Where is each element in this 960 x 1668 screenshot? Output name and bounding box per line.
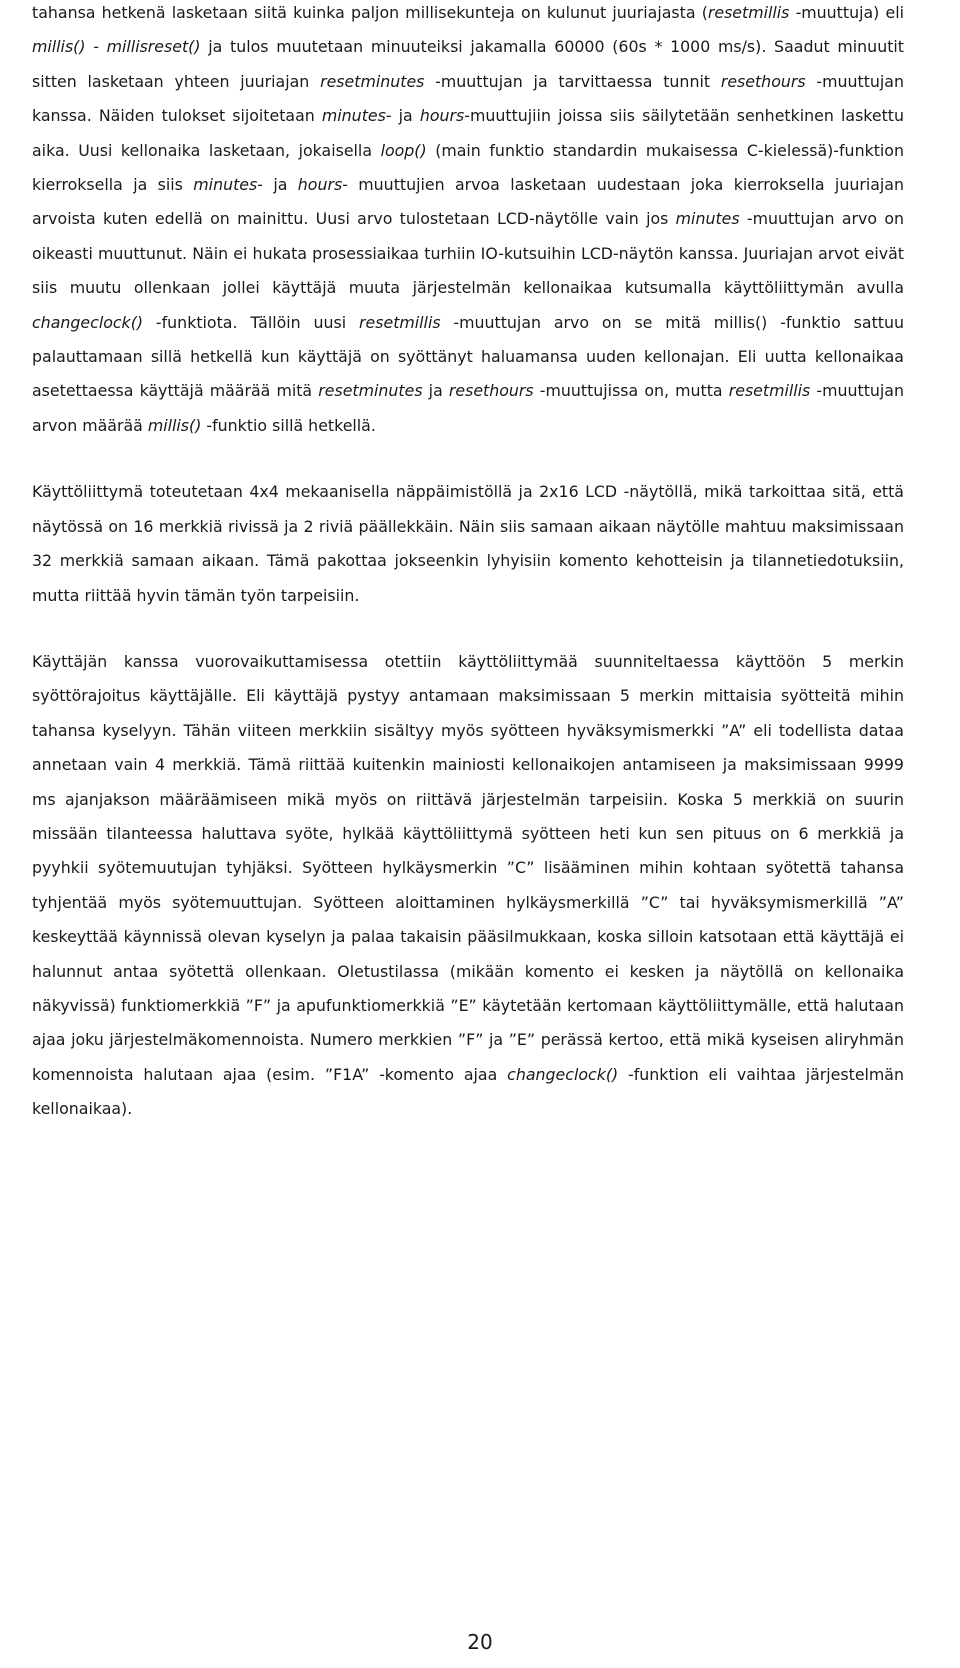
- text-run: ja tulos muutetaan minuuteiksi jakamalla 60000 (60s * 1000 ms/s). Saadut minuutit sitten lasketaan yhteen juuriajan: [32, 37, 904, 91]
- document-body: [32, 0, 904, 1127]
- code-identifier: resetmillis: [707, 3, 790, 22]
- text-run: Käyttöliittymä toteutetaan 4x4 mekaanisella näppäimistöllä ja 2x16 LCD -näytöllä, mikä tarkoittaa sitä, että näytössä on 16 merkkiä rivissä ja 2 riviä päällekkäin. Näin siis samaan aikaan näytölle mahtuu maksimissaan 32 merkkiä samaan aikaan. Tämä pakottaa jokseenkin lyhyisiin komento kehotteisin ja tilannetiedotuksiin, mutta riittää hyvin tämän työn tarpeisiin.: [32, 482, 904, 605]
- code-identifier: hours: [297, 175, 343, 195]
- text-run: tahansa hetkenä lasketaan siitä kuinka paljon millisekunteja on kulunut juuriajasta (: [32, 3, 708, 22]
- text-run: -muuttujan kanssa. Näiden tulokset sijoitetaan: [32, 71, 904, 126]
- page-number: 20: [467, 1630, 493, 1654]
- text-run: -muuttujan ja tarvittaessa tunnit: [424, 71, 721, 91]
- text-run: - muuttujien arvoa lasketaan uudestaan joka kierroksella juuriajan arvoista kuten edellä on mainittu. Uusi arvo tulostetaan LCD-näytölle vain jos: [32, 175, 904, 229]
- code-identifier: resetmillis: [728, 381, 811, 401]
- text-run: -muuttujan arvo on se mitä millis() -funktio sattuu palauttamaan sillä hetkellä kun käyttäjä on syöttänyt haluamansa uuden kellonajan. Eli uutta kellonaikaa asetettaessa käyttäjä määrää mitä: [32, 312, 904, 401]
- text-run: (main funktio standardin mukaisessa C-kielessä)-funktion kierroksella ja siis: [32, 140, 904, 195]
- text-run: -muuttujan arvon määrää: [32, 381, 904, 435]
- code-identifier: millis() - millisreset(): [32, 37, 201, 57]
- code-identifier: millis(): [147, 415, 202, 435]
- text-run: -muuttujan arvo on oikeasti muuttunut. Näin ei hukata prosessiaikaa turhiin IO-kutsuihin LCD-näytön kanssa. Juuriajan arvot eivät siis muutu ollenkaan jollei käyttäjä muuta järjestelmän kellonaikaa kutsumalla käyttöliittymän avulla: [32, 209, 904, 298]
- code-identifier: resethours: [720, 71, 806, 91]
- text-run: Käyttäjän kanssa vuorovaikuttamisessa otettiin käyttöliittymää suunniteltaessa käyttöön 5 merkin syöttörajoitus käyttäjälle. Eli käyttäjä pystyy antamaan maksimissaan 5 merkin mittaisia syötteitä mihin tahansa kyselyyn. Tähän viiteen merkkiin sisältyy myös syötteen hyväksymismerkki ”A” eli todellista dataa annetaan vain 4 merkkiä. Tämä riittää kuitenkin mainiosti kellonaikojen antamiseen ja maksimissaan 9999 ms ajanjakson määräämiseen mikä myös on riittävä järjestelmän tarpeisiin. Koska 5 merkkiä on suurin missään tilanteessa haluttava syöte, hylkää käyttöliittymä syötteen heti kun sen pituus on 6 merkkiä ja pyyhkii syötemuutujan tyhjäksi. Syötteen hylkäysmerkin ”C” lisääminen mihin kohtaan syötettä tahansa tyhjentää myös syötemuuttujan. Syötteen aloittaminen hylkäysmerkillä ”C” tai hyväksymismerkillä ”A” keskeyttää käynnissä olevan kyselyn ja palaa takaisin pääsilmukkaan, koska silloin katsotaan että käyttäjä ei halunnut antaa syötettä ollenkaan. Oletustilassa (mikään komento ei kesken ja näytöllä on kellonaika näkyvissä) funktiomerkkiä ”F” ja apufunktiomerkkiä ”E” käytetään kertomaan käyttöliittymälle, että halutaan ajaa joku järjestelmäkomennoista. Numero merkkien ”F” ja ”E” perässä kertoo, että mikä kyseisen aliryhmän komennoista halutaan ajaa (esim. ”F1A” -komento ajaa: [32, 651, 904, 1084]
- code-identifier: minutes: [321, 106, 386, 126]
- code-identifier: minutes: [193, 175, 258, 195]
- code-identifier: resetmillis: [359, 312, 441, 332]
- text-run: -muuttujissa on, mutta: [533, 381, 729, 401]
- code-identifier: resethours: [448, 381, 534, 401]
- text-run: -funktio sillä hetkellä.: [201, 415, 376, 435]
- paragraph-user-interface-hardware: [32, 475, 904, 613]
- text-run: - ja: [385, 106, 420, 126]
- code-identifier: resetminutes: [318, 381, 423, 401]
- code-identifier: changeclock(): [507, 1064, 619, 1084]
- paragraph-input-handling: [32, 645, 904, 1127]
- text-run: -funktiota. Tällöin uusi: [143, 312, 360, 332]
- code-identifier: loop(): [380, 140, 427, 160]
- code-identifier: hours: [419, 106, 465, 126]
- text-run: -muuttuja) eli: [789, 3, 904, 22]
- code-identifier: resetminutes: [320, 71, 425, 91]
- code-identifier: minutes: [675, 209, 740, 229]
- text-run: ja: [422, 381, 449, 401]
- paragraph-clock-computation: [32, 0, 904, 443]
- text-run: -funktion eli vaihtaa järjestelmän kellonaikaa).: [32, 1064, 905, 1119]
- text-run: - ja: [257, 175, 298, 195]
- text-run: -muuttujiin joissa siis säilytetään senhetkinen laskettu aika. Uusi kellonaika lasketaan, jokaisella: [32, 106, 904, 160]
- code-identifier: changeclock(): [32, 312, 144, 332]
